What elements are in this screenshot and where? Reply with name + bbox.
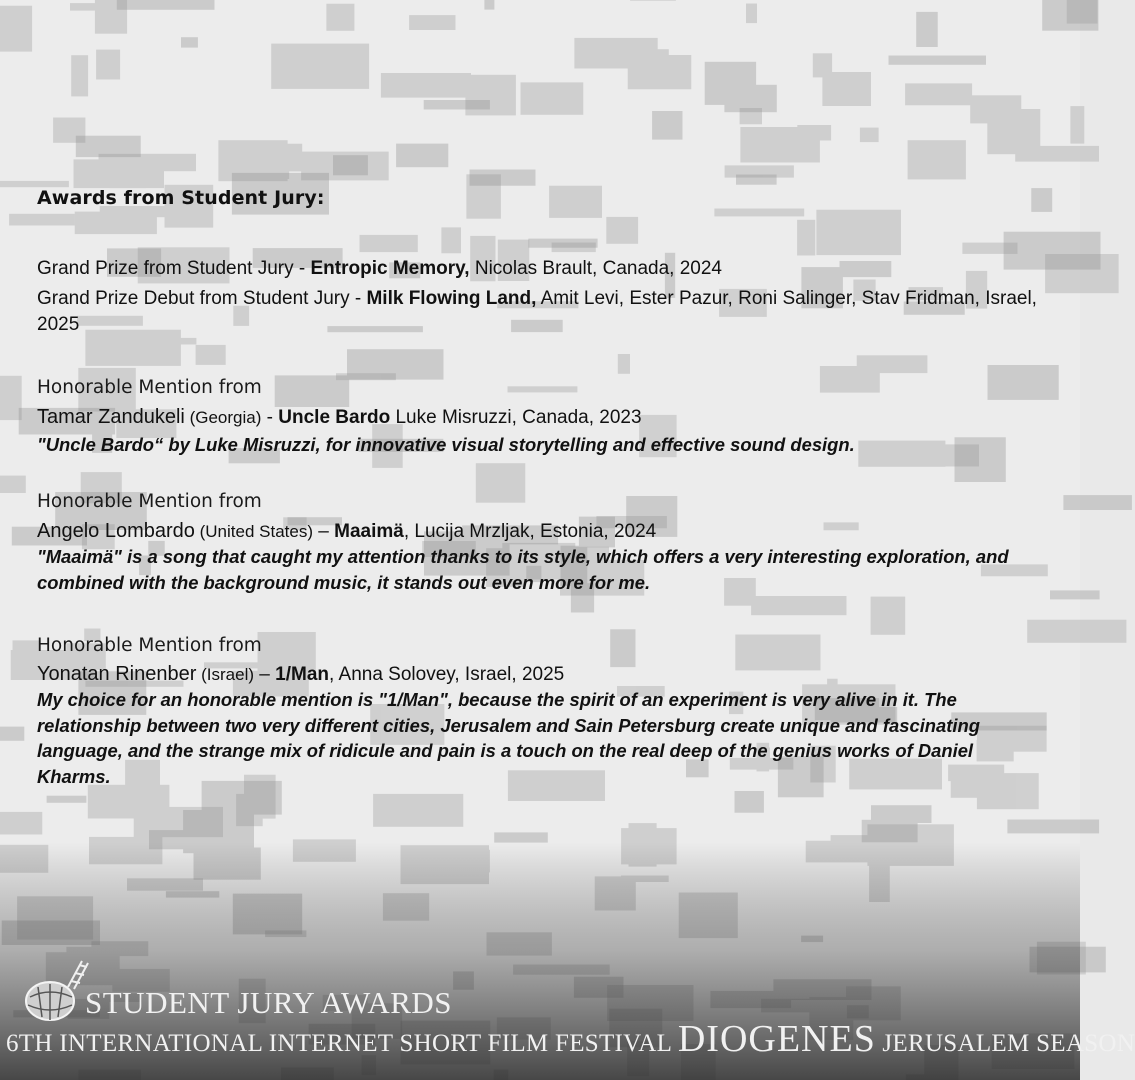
grand-prize-film: Entropic Memory, <box>310 258 470 279</box>
juror-name: Tamar Zandukeli <box>37 406 185 428</box>
awards-heading: Awards from Student Jury: <box>37 187 325 209</box>
grand-prize-label: Grand Prize from Student Jury - <box>37 258 311 279</box>
juror-name: Yonatan Rinenber <box>37 663 197 685</box>
honorable-mention-entry <box>37 404 642 431</box>
honorable-mention-entry <box>37 661 564 688</box>
separator: – <box>254 664 276 685</box>
grand-prize-line <box>37 256 722 282</box>
film-credits: , Lucija Mrzljak, Estonia, 2024 <box>403 521 657 542</box>
grand-prize-debut-film: Milk Flowing Land, <box>366 288 537 309</box>
juror-name: Angelo Lombardo <box>37 520 195 542</box>
juror-quote: "Uncle Bardo“ by Luke Misruzzi, for innovative visual storytelling and effective sound design. <box>37 434 855 455</box>
grand-prize-debut-credits: Amit Levi, Ester Pazur, Roni Salinger, Stav Fridman, Israel, 2025 <box>37 288 1037 335</box>
juror-quote: My choice for an honorable mention is "1/Man", because the spirit of an experiment is very alive in it. The relationship between two very different cities, Jerusalem and Sain Petersburg create unique and fascinating language, and the strange mix of ridicule and pain is a touch on the real deep of the genius works of Daniel Kharms. <box>37 689 980 787</box>
juror-country: (Georgia) <box>184 408 262 427</box>
festival-footer <box>0 880 1135 1080</box>
film-credits: , Anna Solovey, Israel, 2025 <box>329 664 565 685</box>
grand-prize-debut-label: Grand Prize Debut from Student Jury - <box>37 288 367 309</box>
footer-title: STUDENT JURY AWARDS <box>85 985 453 1020</box>
film-title: 1/Man <box>275 664 330 685</box>
festival-season: JERUSALEM SEASON <box>875 1030 1135 1057</box>
separator: - <box>261 407 279 428</box>
festival-brand: DIOGENES <box>677 1018 876 1060</box>
grand-prize-debut-line <box>37 286 1037 338</box>
film-credits: Luke Misruzzi, Canada, 2023 <box>390 407 642 428</box>
honorable-mention-label: Honorable Mention from <box>37 635 262 656</box>
juror-quote: "Maaimä" is a song that caught my attention thanks to its style, which offers a very interesting exploration, and combined with the background music, it stands out even more for me. <box>37 546 1009 593</box>
juror-country: (Israel) <box>196 665 255 684</box>
separator: – <box>313 521 335 542</box>
film-title: Maaimä <box>334 521 404 542</box>
grand-prize-credits: Nicolas Brault, Canada, 2024 <box>469 258 722 279</box>
honorable-mention-label: Honorable Mention from <box>37 377 262 398</box>
honorable-mention-label: Honorable Mention from <box>37 491 262 512</box>
honorable-mention-entry <box>37 518 656 545</box>
festival-name-prefix: 6TH INTERNATIONAL INTERNET SHORT FILM FESTIVAL <box>6 1030 678 1057</box>
festival-name <box>6 1017 1135 1061</box>
juror-country: (United States) <box>194 522 313 541</box>
film-title: Uncle Bardo <box>278 407 391 428</box>
